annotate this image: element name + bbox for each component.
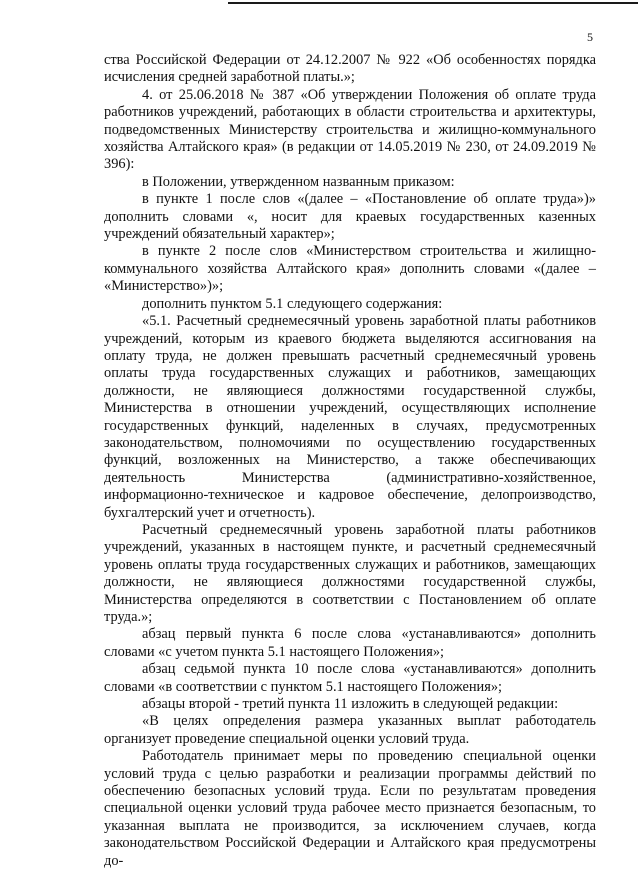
paragraph: абзац первый пункта 6 после слова «устанавливаются» дополнить словами «с учетом пункта 5.1 настоящего Положения»;: [104, 626, 596, 660]
paragraph: Работодатель принимает меры по проведению специальной оценки условий труда с целью разработки и реализации программы действий по обеспечению безопасных условий труда. Если по результатам проведения специальной оценки условий труда рабочее место признается безопасным, то указанная выплата не производится, за исключением случаев, когда законодательством Российской Федерации и Алтайского края предусмотрены до-: [104, 748, 596, 869]
top-rule: [228, 2, 638, 4]
paragraph: абзац седьмой пункта 10 после слова «устанавливаются» дополнить словами «в соответствии с пунктом 5.1 настоящего Положения»;: [104, 661, 596, 695]
paragraph: в пункте 2 после слов «Министерством строительства и жилищно-коммунального хозяйства Алтайского края» дополнить словами «(далее – «Министерство»)»;: [104, 243, 596, 295]
paragraph: в Положении, утвержденном названным приказом:: [142, 173, 455, 190]
paragraph: абзацы второй - третий пункта 11 изложить в следующей редакции:: [142, 696, 559, 713]
paragraph: «5.1. Расчетный среднемесячный уровень заработной платы работников учреждений, которым из краевого бюджета выделяются ассигнования на оплату труда, не должен превышать расчетный среднемесячный уровень оплаты труда государственных служащих и работников, замещающих должности, не являющиеся должностями государственной службы, Министерства в отношении учреждений, осуществляющих исполнение государственных функций, наделенных в случаях, предусмотренных законодательством, полномочиями по осуществлению государственных функций, возложенных на Министерство, а также обеспечивающих деятельность Министерства (административно-хозяйственное, информационно-техническое и кадровое обеспечение, делопроизводство, бухгалтерский учет и отчетность).: [104, 313, 596, 521]
paragraph: дополнить пунктом 5.1 следующего содержания:: [142, 295, 443, 312]
document-body: [104, 52, 596, 870]
paragraph: «В целях определения размера указанных выплат работодатель организует проведение специальной оценки условий труда.: [104, 713, 596, 747]
paragraph: ства Российской Федерации от 24.12.2007 № 922 «Об особенностях порядка исчисления средней заработной платы.»;: [104, 52, 596, 86]
paragraph: в пункте 1 после слов «(далее – «Постановление об оплате труда»)» дополнить словами «, носит для краевых государственных казенных учреждений обязательный характер»;: [104, 191, 596, 243]
page-number: 5: [587, 30, 593, 44]
paragraph: 4. от 25.06.2018 № 387 «Об утверждении Положения об оплате труда работников учреждений, работающих в области строительства и архитектуры, подведомственных Министерству строительства и жилищно-коммунального хозяйства Алтайского края» (в редакции от 14.05.2019 № 230, от 24.09.2019 № 396):: [104, 86, 596, 173]
paragraph: Расчетный среднемесячный уровень заработной платы работников учреждений, указанных в настоящем пункте, и расчетный среднемесячный уровень оплаты труда государственных служащих и работников, замещающих должности, не являющиеся должностями государственной службы, Министерства определяются в соответствии с Постановлением об оплате труда.»;: [104, 521, 596, 625]
